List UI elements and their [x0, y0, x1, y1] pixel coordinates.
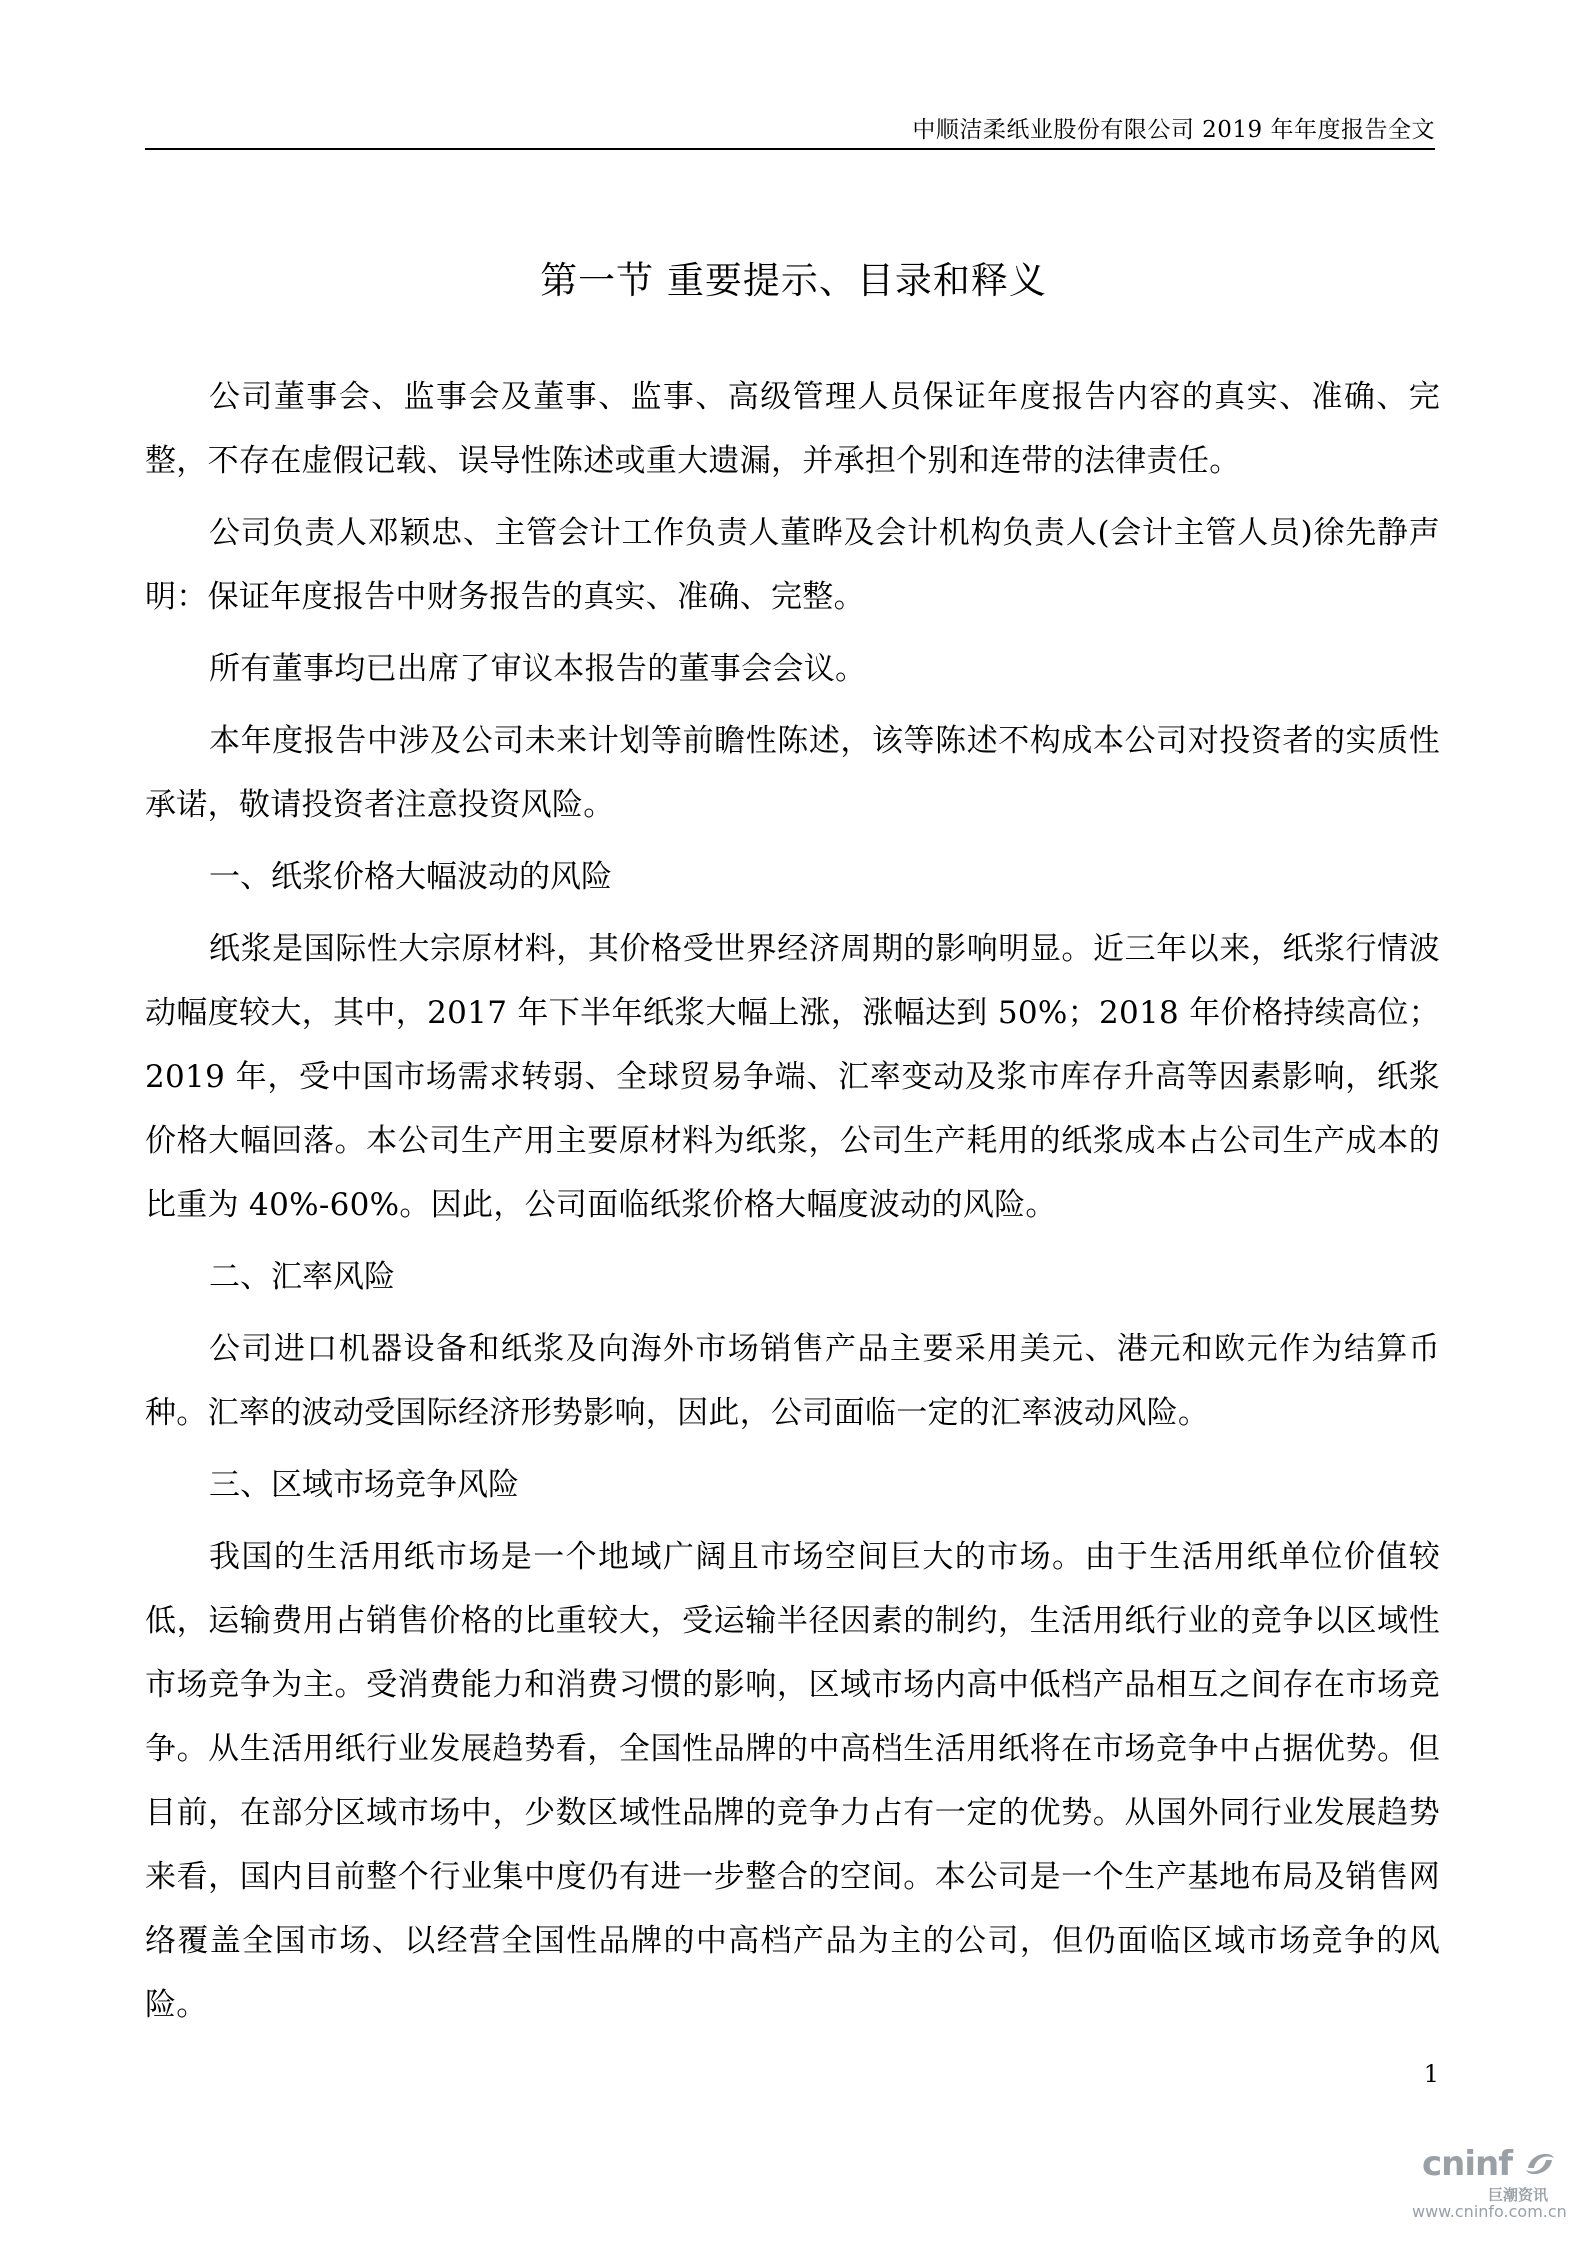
logo-chinese-name: 巨潮资讯 — [1488, 2186, 1549, 2204]
paragraph-forward-looking: 本年度报告中涉及公司未来计划等前瞻性陈述，该等陈述不构成本公司对投资者的实质性承诺，敬请投资者注意投资风险。 — [145, 723, 1440, 823]
document-body — [145, 365, 1440, 2045]
risk-heading: 三、区域市场竞争风险 — [209, 1467, 519, 1503]
risk-heading: 一、纸浆价格大幅波动的风险 — [209, 859, 612, 895]
section-title: 第一节 重要提示、目录和释义 — [540, 259, 1047, 302]
paragraph-attendance: 所有董事均已出席了审议本报告的董事会会议。 — [209, 651, 867, 687]
swirl-icon — [1522, 2146, 1558, 2182]
cninfo-watermark-logo — [1382, 2140, 1567, 2225]
page-header — [145, 108, 1435, 150]
header-text: 中顺洁柔纸业股份有限公司 2019 年年度报告全文 — [912, 117, 1435, 143]
risk-body: 公司进口机器设备和纸浆及向海外市场销售产品主要采用美元、港元和欧元作为结算币种。汇率的波动受国际经济形势影响，因此，公司面临一定的汇率波动风险。 — [145, 1331, 1440, 1431]
paragraph-responsibility: 公司董事会、监事会及董事、监事、高级管理人员保证年度报告内容的真实、准确、完整，不存在虚假记载、误导性陈述或重大遗漏，并承担个别和连带的法律责任。 — [145, 379, 1440, 479]
risk-body: 我国的生活用纸市场是一个地域广阔且市场空间巨大的市场。由于生活用纸单位价值较低，运输费用占销售价格的比重较大，受运输半径因素的制约，生活用纸行业的竞争以区域性市场竞争为主。受消费能力和消费习惯的影响，区域市场内高中低档产品相互之间存在市场竞争。从生活用纸行业发展趋势看，全国性品牌的中高档生活用纸将在市场竞争中占据优势。但目前，在部分区域市场中，少数区域性品牌的竞争力占有一定的优势。从国外同行业发展趋势来看，国内目前整个行业集中度仍有进一步整合的空间。本公司是一个生产基地布局及销售网络覆盖全国市场、以经营全国性品牌的中高档产品为主的公司，但仍面临区域市场竞争的风险。 — [145, 1539, 1440, 2023]
logo-wordmark: cninf — [1422, 2144, 1513, 2184]
paragraph-statement: 公司负责人邓颖忠、主管会计工作负责人董晔及会计机构负责人(会计主管人员)徐先静声明：保证年度报告中财务报告的真实、准确、完整。 — [145, 515, 1440, 615]
logo-url: www.cninfo.com.cn — [1412, 2202, 1567, 2221]
risk-heading: 二、汇率风险 — [209, 1259, 395, 1295]
risk-body: 纸浆是国际性大宗原材料，其价格受世界经济周期的影响明显。近三年以来，纸浆行情波动幅度较大，其中，2017 年下半年纸浆大幅上涨，涨幅达到 50%；2018 年价格持续高位；2019 年，受中国市场需求转弱、全球贸易争端、汇率变动及浆市库存升高等因素影响，纸浆价格大幅回落。本公司生产用主要原材料为纸浆，公司生产耗用的纸浆成本占公司生产成本的比重为 40%-60%。因此，公司面临纸浆价格大幅度波动的风险。 — [145, 931, 1440, 1223]
page-number: 1 — [1423, 2060, 1439, 2088]
